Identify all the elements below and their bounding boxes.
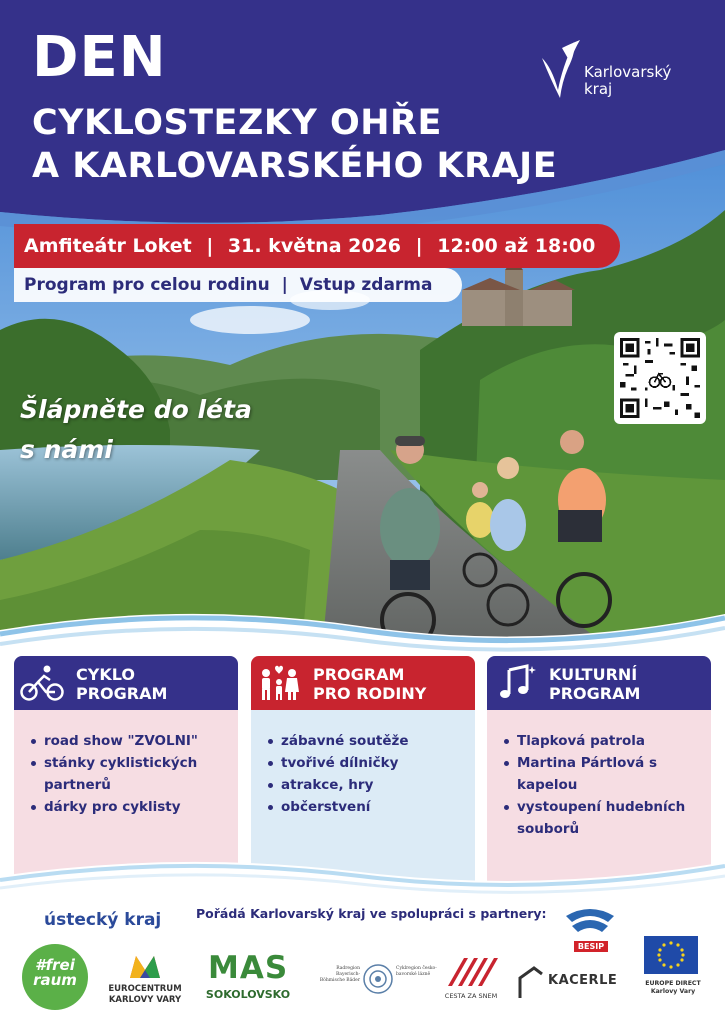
title-main: DEN: [32, 25, 167, 90]
card-culture-header: [487, 656, 711, 710]
besip-text: BESIP: [574, 941, 608, 952]
region-swoosh-icon: [540, 38, 584, 108]
list-item: tvořivé dílničky: [267, 752, 463, 774]
radregion-logo: [312, 960, 436, 1004]
region-logo-text: [584, 64, 671, 98]
card-culture-title-line-2: PROGRAM: [549, 684, 641, 703]
qr-code-pattern: [620, 338, 700, 418]
card-cyclo-list: [30, 730, 226, 818]
eurocentrum-text: [104, 984, 186, 1006]
region-logo-line-1: Karlovarský: [584, 63, 672, 81]
card-family-title: [313, 665, 426, 703]
organizer-note: Pořádá Karlovarský kraj ve spolupráci s partnery:: [196, 906, 547, 921]
audience-text: Program pro celou rodinu: [24, 275, 270, 295]
card-cyclo-title-line-1: CYKLO: [76, 665, 135, 684]
time-text: 12:00 až 18:00: [437, 235, 596, 257]
eurocentrum-mark-icon: [104, 948, 186, 982]
list-item: stánky cyklistických partnerů: [30, 752, 226, 796]
event-info-band: [14, 224, 620, 268]
mas-line-2: SOKOLOVSKO: [205, 988, 291, 1001]
freiraum-text: [22, 958, 88, 988]
card-family-title-line-2: PRO RODINY: [313, 684, 427, 703]
separator-3: |: [281, 275, 288, 295]
card-cyclo-title-line-2: PROGRAM: [76, 684, 168, 703]
cesta-stripes-icon: [440, 952, 502, 990]
card-cyclo-title: [76, 665, 167, 703]
radregion-emblem-icon: [362, 962, 394, 996]
music-note-icon: [493, 664, 537, 702]
list-item: road show "ZVOLNI": [30, 730, 226, 752]
radregion-left-text: Radregion Bayerisch-Böhmische Bäder: [319, 966, 360, 983]
entry-text: Vstup zdarma: [299, 275, 433, 295]
eurocentrum-logo: [104, 948, 186, 1012]
list-item: občerstvení: [267, 796, 463, 818]
card-culture-title: [549, 665, 640, 703]
card-family-header: [251, 656, 475, 710]
bottom-wave: [0, 846, 725, 906]
besip-emblem-icon: [562, 906, 618, 942]
list-item: vystoupení hudebních souborů: [503, 796, 699, 840]
freiraum-line-1: #frei: [35, 956, 75, 974]
list-item: Martina Pártlová s kapelou: [503, 752, 699, 796]
list-item: dárky pro cyklisty: [30, 796, 226, 818]
eurocentrum-line-1: EUROCENTRUM: [108, 984, 182, 994]
kacerle-logo: [516, 964, 622, 1000]
europe-direct-logo: [640, 934, 706, 1004]
bottom-wave-shape: [0, 846, 725, 906]
freiraum-logo: [22, 944, 88, 1010]
list-item: zábavné soutěže: [267, 730, 463, 752]
venue-text: Amfiteátr Loket: [24, 235, 192, 257]
eurocentrum-line-2: KARLOVY VARY: [108, 995, 182, 1005]
cyclist-icon: [20, 664, 64, 702]
eu-flag-icon: [640, 934, 706, 978]
region-logo-line-2: kraj: [584, 80, 613, 98]
card-culture-title-line-1: KULTURNÍ: [549, 665, 638, 684]
separator-2: |: [415, 235, 423, 257]
karlovarsky-kraj-logo: [540, 38, 700, 108]
card-culture-list: [503, 730, 699, 840]
qr-code[interactable]: [614, 332, 706, 424]
date-text: 31. května 2026: [227, 235, 402, 257]
card-family-list: [267, 730, 463, 818]
radregion-right-text: Cyklregion česko-bavorské lázně: [396, 966, 437, 977]
title-line-2: A KARLOVARSKÉHO KRAJE: [32, 146, 558, 186]
europe-direct-text: [640, 980, 706, 996]
slogan-line-2: s námi: [20, 435, 113, 464]
cesta-za-snem-logo: [440, 952, 502, 1008]
ustecky-kraj-logo: ústecký kraj: [44, 910, 162, 930]
eu-line-2: Karlovy Vary: [650, 988, 696, 995]
besip-logo: [562, 906, 618, 954]
card-cyclo-header: [14, 656, 238, 710]
card-family-title-line-1: PROGRAM: [313, 665, 405, 684]
list-item: Tlapková patrola: [503, 730, 699, 752]
separator-1: |: [206, 235, 214, 257]
mas-line-1: MAS: [208, 950, 289, 986]
kacerle-roof-icon: [516, 964, 546, 1000]
mas-sokolovsko-logo: [198, 952, 298, 1008]
slogan-line-1: Šlápněte do léta: [20, 395, 252, 424]
kacerle-text: KACERLE: [548, 973, 618, 988]
family-icon: [257, 664, 301, 702]
list-item: atrakce, hry: [267, 774, 463, 796]
eu-line-1: EUROPE DIRECT: [645, 980, 701, 987]
title-line-1: CYKLOSTEZKY OHŘE: [32, 103, 442, 143]
slogan: [20, 390, 252, 470]
cesta-text: CESTA ZA SNEM: [444, 992, 498, 1000]
freiraum-line-2: raum: [33, 971, 77, 989]
audience-band: [14, 268, 462, 302]
